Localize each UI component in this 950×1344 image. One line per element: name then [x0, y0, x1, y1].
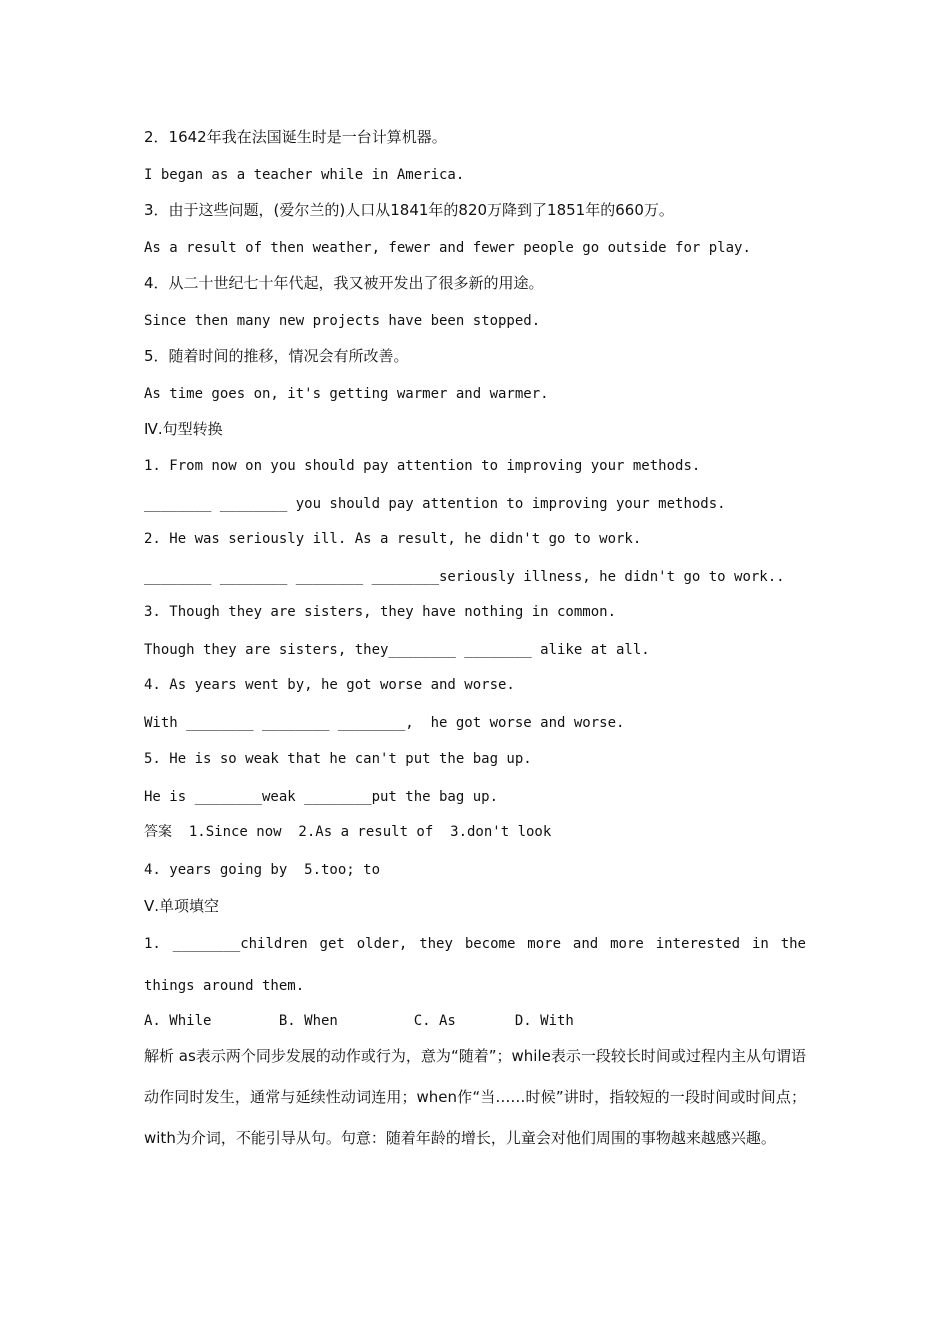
rewrite-item-3-original: 3. Though they are sisters, they have nothing in common. — [144, 604, 617, 620]
answer-key-line-2: 4. years going by 5.too; to — [144, 862, 381, 878]
rewrite-item-5-blank: He is ________weak ________put the bag up. — [144, 789, 499, 805]
rewrite-item-2-original: 2. He was seriously ill. As a result, he didn't go to work. — [144, 531, 642, 547]
rewrite-item-1-blank: ________ ________ you should pay attention to improving your methods. — [144, 496, 726, 512]
question-1-explanation: 解析 as表示两个同步发展的动作或行为，意为“随着”；while表示一段较长时间或过程内主从句谓语动作同时发生，通常与延续性动词连用；when作“当……时候”讲时，指较短的一段时间或时间点；with为介词，不能引导从句。句意：随着年龄的增长，儿童会对他们周围的事物越来越感兴趣。 — [144, 1047, 806, 1147]
translation-item-2-chinese: 2．1642年我在法国诞生时是一台计算机器。 — [144, 128, 447, 146]
translation-item-3-chinese: 3．由于这些问题，(爱尔兰的)人口从1841年的820万降到了1851年的660万。 — [144, 201, 674, 219]
section-heading-v: Ⅴ.单项填空 — [144, 897, 220, 915]
rewrite-item-1-original: 1. From now on you should pay attention to improving your methods. — [144, 458, 701, 474]
translation-item-5-english: As time goes on, it's getting warmer and warmer. — [144, 386, 549, 402]
translation-item-2-english: I began as a teacher while in America. — [144, 167, 465, 183]
rewrite-item-2-blank: ________ ________ ________ ________seriously illness, he didn't go to work.. — [144, 569, 785, 585]
answer-key-line-1: 答案 1.Since now 2.As a result of 3.don't look — [144, 824, 552, 840]
translation-item-4-english: Since then many new projects have been stopped. — [144, 313, 541, 329]
section-heading-iv: Ⅳ.句型转换 — [144, 420, 223, 438]
translation-item-4-chinese: 4．从二十世纪七十年代起，我又被开发出了很多新的用途。 — [144, 274, 544, 292]
translation-item-5-chinese: 5．随着时间的推移，情况会有所改善。 — [144, 347, 409, 365]
question-1-stem: 1. ________children get older, they become more and more interested in the — [144, 936, 806, 952]
rewrite-item-4-blank: With ________ ________ ________, he got worse and worse. — [144, 715, 625, 731]
question-1-options: A. While B. When C. As D. With — [144, 1013, 574, 1029]
rewrite-item-5-original: 5. He is so weak that he can't put the bag up. — [144, 751, 532, 767]
translation-item-3-english: As a result of then weather, fewer and fewer people go outside for play. — [144, 240, 751, 256]
rewrite-item-3-blank: Though they are sisters, they________ ________ alike at all. — [144, 642, 650, 658]
question-1-stem-continued: things around them. — [144, 978, 305, 994]
rewrite-item-4-original: 4. As years went by, he got worse and worse. — [144, 677, 515, 693]
